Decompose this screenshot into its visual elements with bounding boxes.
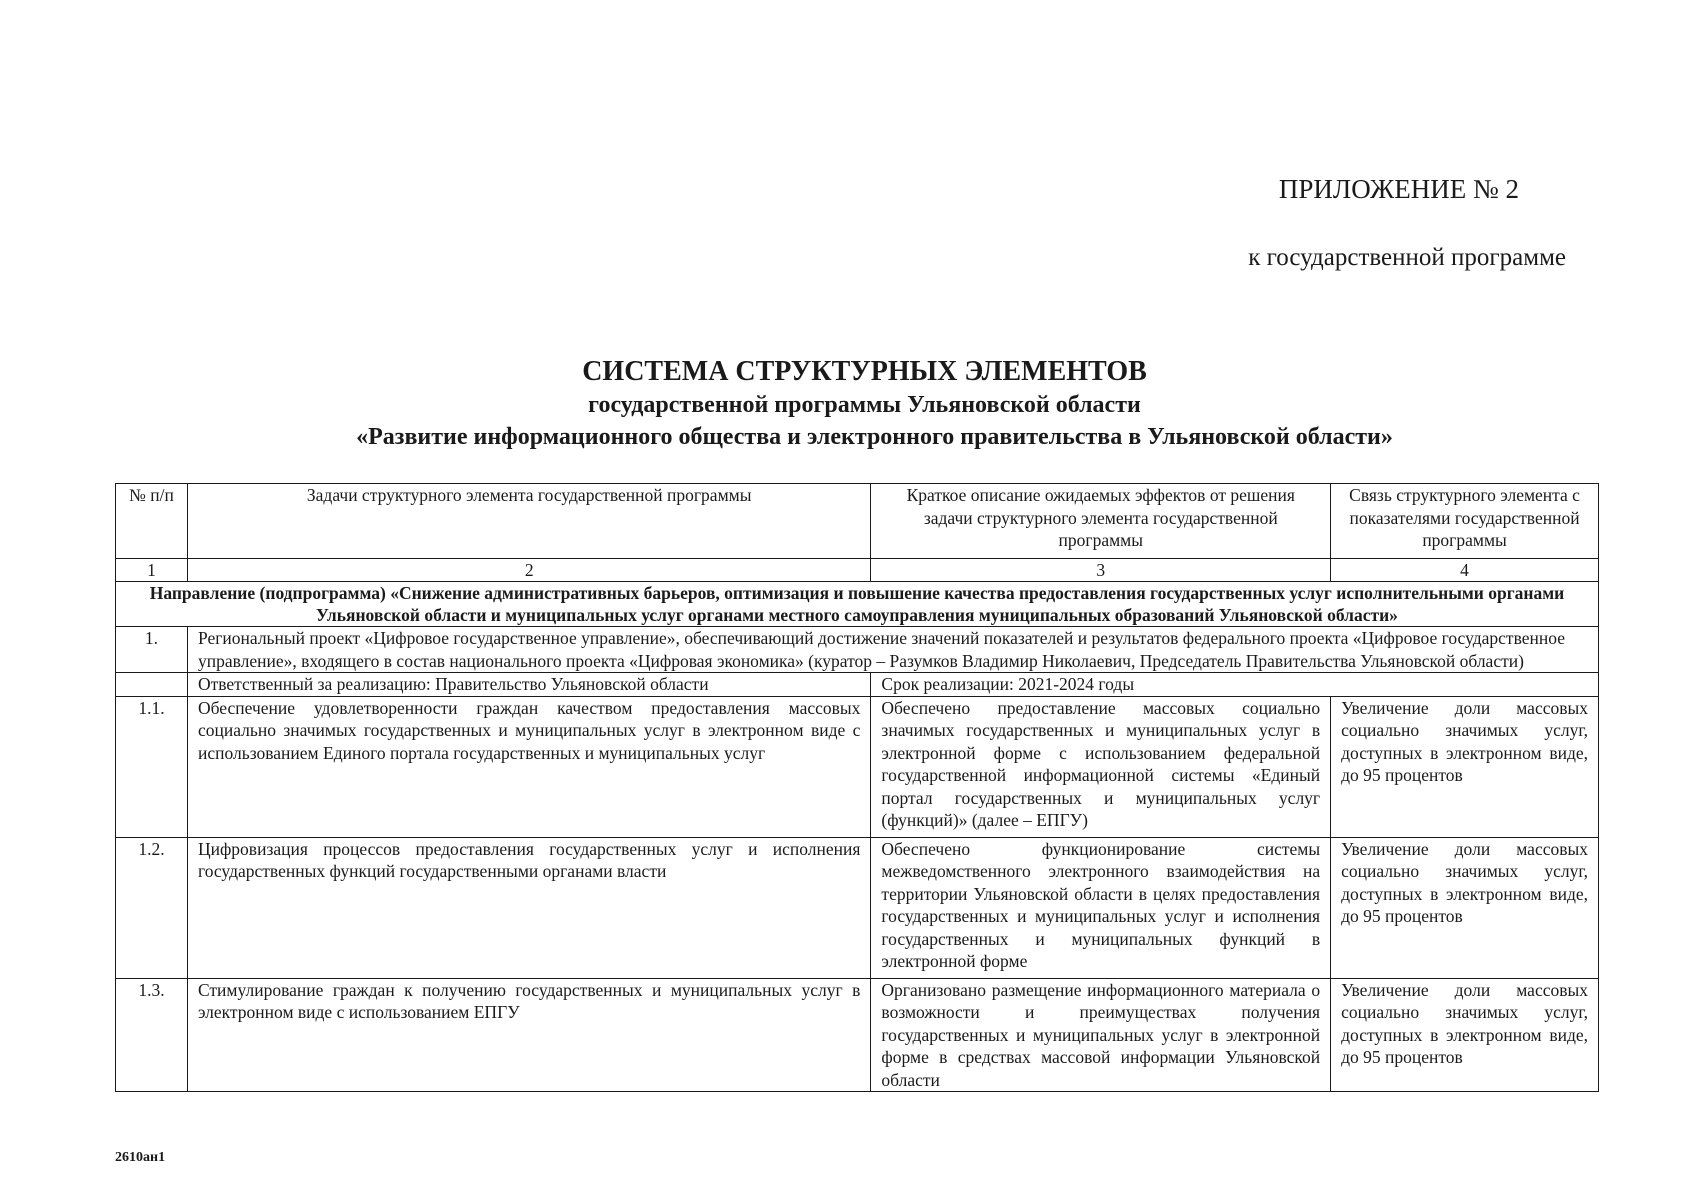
heading-line-1: государственной программы Ульяновской области bbox=[588, 392, 1141, 418]
row-indicator: Увеличение доли массовых социально значимых услуг, доступных в электронном виде, до 95 процентов bbox=[1331, 696, 1599, 837]
document-heading bbox=[0, 355, 1699, 453]
row-task: Стимулирование граждан к получению государственных и муниципальных услуг в электронном виде с использованием ЕПГУ bbox=[187, 978, 870, 1092]
header-tasks: Задачи структурного элемента государственной программы bbox=[187, 484, 870, 559]
row-number: 1.3. bbox=[116, 978, 188, 1092]
header-number: № п/п bbox=[116, 484, 188, 559]
row-number: 1.2. bbox=[116, 837, 188, 978]
project-number: 1. bbox=[116, 627, 188, 673]
column-number: 1 bbox=[116, 559, 188, 582]
heading-line-2: «Развитие информационного общества и электронного правительства в Ульяновской области» bbox=[356, 424, 1393, 450]
appendix-subtitle: к государственной программе bbox=[1248, 244, 1566, 271]
table-row bbox=[116, 837, 1599, 978]
column-number-row bbox=[116, 559, 1599, 582]
row-number: 1.1. bbox=[116, 696, 188, 837]
document-code: 2610ан1 bbox=[115, 1150, 166, 1165]
project-responsible: Ответственный за реализацию: Правительство Ульяновской области bbox=[187, 673, 870, 697]
project-period: Срок реализации: 2021-2024 годы bbox=[871, 673, 1599, 697]
table-row bbox=[116, 696, 1599, 837]
header-effects: Краткое описание ожидаемых эффектов от решения задачи структурного элемента государственной программы bbox=[871, 484, 1331, 559]
project-description: Региональный проект «Цифровое государственное управление», обеспечивающий достижение значений показателей и результатов федерального проекта «Цифровое государственное управление», входящего в состав национального проекта «Цифровая экономика» (куратор – Разумков Владимир Николаевич, Председатель Правительства Ульяновской области) bbox=[187, 627, 1598, 673]
header-indicators: Связь структурного элемента с показателями государственной программы bbox=[1331, 484, 1599, 559]
row-effect: Организовано размещение информационного материала о возможности и преимуществах получения государственных и муниципальных услуг в электронной форме в средствах массовой информации Ульяновской области bbox=[871, 978, 1331, 1092]
column-number: 4 bbox=[1331, 559, 1599, 582]
direction-row bbox=[116, 582, 1599, 627]
heading-main: СИСТЕМА СТРУКТУРНЫХ ЭЛЕМЕНТОВ bbox=[582, 356, 1147, 387]
row-task: Обеспечение удовлетворенности граждан качеством предоставления массовых социально значимых государственных и муниципальных услуг в электронном виде с использованием Единого портала государственных и муниципальных услуг bbox=[187, 696, 870, 837]
table-row bbox=[116, 978, 1599, 1092]
structural-elements-table bbox=[115, 483, 1599, 1092]
direction-title: Направление (подпрограмма) «Снижение административных барьеров, оптимизация и повышение качества предоставления государственных услуг исполнительными органами Ульяновской области и муниципальных услуг органами местного самоуправления муниципальных образований Ульяновской области» bbox=[116, 582, 1599, 627]
row-task: Цифровизация процессов предоставления государственных услуг и исполнения государственных функций государственными органами власти bbox=[187, 837, 870, 978]
table-header-row bbox=[116, 484, 1599, 559]
row-effect: Обеспечено функционирование системы межведомственного электронного взаимодействия на территории Ульяновской области в целях предоставления государственных и муниципальных услуг и исполнения государственных и муниципальных функций в электронной форме bbox=[871, 837, 1331, 978]
row-indicator: Увеличение доли массовых социально значимых услуг, доступных в электронном виде, до 95 процентов bbox=[1331, 978, 1599, 1092]
appendix-title: ПРИЛОЖЕНИЕ № 2 bbox=[1278, 174, 1519, 204]
row-effect: Обеспечено предоставление массовых социально значимых государственных и муниципальных услуг в электронной форме с использованием федеральной государственной информационной системы «Единый портал государственных и муниципальных услуг (функций)» (далее – ЕПГУ) bbox=[871, 696, 1331, 837]
column-number: 3 bbox=[871, 559, 1331, 582]
project-meta-row bbox=[116, 673, 1599, 697]
project-row bbox=[116, 627, 1599, 673]
column-number: 2 bbox=[187, 559, 870, 582]
row-indicator: Увеличение доли массовых социально значимых услуг, доступных в электронном виде, до 95 процентов bbox=[1331, 837, 1599, 978]
